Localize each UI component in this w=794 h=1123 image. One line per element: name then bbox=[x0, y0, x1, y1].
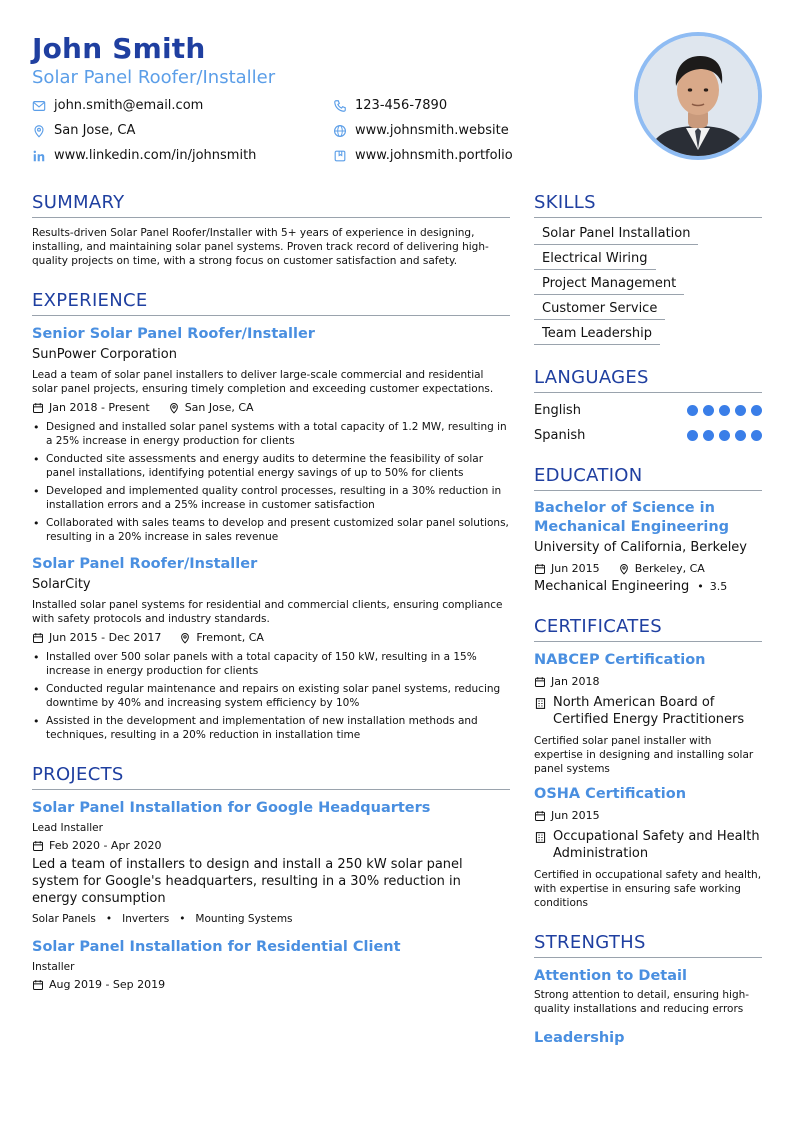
resume-header bbox=[32, 32, 762, 172]
project-title: Solar Panel Installation for Google Headquarters bbox=[32, 800, 431, 816]
project-role: Installer bbox=[32, 961, 75, 973]
project-meta bbox=[32, 838, 510, 854]
skills-section bbox=[534, 192, 762, 345]
calendar-icon bbox=[32, 840, 44, 852]
certificate-issuer-row bbox=[534, 828, 762, 862]
certificate-description: Certified in occupational safety and health, with expertise in ensuring safe working conditions bbox=[534, 869, 762, 909]
project-description: Led a team of installers to design and install a 250 kW solar panel system for Google's headquarters, resulting in a 30% reduction in energy consumption bbox=[32, 857, 463, 906]
job-dates: Jan 2018 - Present bbox=[49, 401, 150, 414]
phone-text: 123-456-7890 bbox=[355, 98, 448, 113]
job-meta bbox=[32, 400, 510, 416]
certificate-issuer: Occupational Safety and Health Administration bbox=[553, 829, 760, 861]
phone-icon bbox=[333, 99, 347, 113]
contact-linkedin[interactable] bbox=[32, 148, 256, 163]
left-column bbox=[32, 192, 510, 993]
certificate-issuer-row bbox=[534, 694, 762, 728]
projects-section bbox=[32, 764, 510, 993]
project-tag: Mounting Systems bbox=[195, 913, 293, 925]
list-item: • Collaborated with sales teams to develop and present customized solar panel solutions, resulting in a 20% increase in sales revenue bbox=[32, 516, 510, 544]
job-title: Solar Panel Roofer/Installer bbox=[32, 556, 258, 572]
email-icon bbox=[32, 99, 46, 113]
certificate-title: OSHA Certification bbox=[534, 786, 687, 802]
right-column bbox=[534, 192, 762, 1048]
project-meta bbox=[32, 977, 510, 993]
portfolio-text: www.johnsmith.portfolio bbox=[355, 148, 513, 163]
certificate-entry bbox=[534, 650, 762, 776]
education-field: Mechanical Engineering bbox=[534, 579, 690, 594]
project-dates: Feb 2020 - Apr 2020 bbox=[49, 839, 162, 852]
building-icon bbox=[534, 697, 547, 710]
project-tags bbox=[32, 913, 510, 925]
calendar-icon bbox=[32, 402, 44, 414]
globe-icon bbox=[333, 124, 347, 138]
education-date: Jun 2015 bbox=[551, 562, 600, 575]
skill-tag: Project Management bbox=[534, 273, 684, 295]
certificate-date: Jun 2015 bbox=[551, 809, 600, 822]
education-degree: Bachelor of Science in Mechanical Engineering bbox=[534, 500, 730, 535]
certificate-title: NABCEP Certification bbox=[534, 652, 706, 668]
job-location: Fremont, CA bbox=[196, 631, 264, 644]
list-item: • Designed and installed solar panel systems with a total capacity of 1.2 MW, resulting in a 25% increase in energy production for clients bbox=[32, 420, 510, 448]
linkedin-icon bbox=[32, 149, 46, 163]
project-tag: Solar Panels bbox=[32, 913, 96, 925]
contact-phone[interactable] bbox=[333, 98, 447, 113]
certificate-issuer: North American Board of Certified Energy Practitioners bbox=[553, 695, 745, 727]
list-item: • Conducted regular maintenance and repairs on existing solar panel systems, reducing downtime by 40% and increasing system efficiency by 10% bbox=[32, 682, 510, 710]
avatar bbox=[634, 32, 762, 160]
job-title: Senior Solar Panel Roofer/Installer bbox=[32, 326, 315, 342]
certificate-date: Jan 2018 bbox=[551, 675, 600, 688]
projects-heading: PROJECTS bbox=[32, 764, 510, 790]
education-field-row bbox=[534, 579, 762, 594]
project-entry bbox=[32, 798, 510, 925]
languages-heading: LANGUAGES bbox=[534, 367, 762, 393]
calendar-icon bbox=[32, 979, 44, 991]
project-role: Lead Installer bbox=[32, 822, 103, 834]
experience-heading: EXPERIENCE bbox=[32, 290, 510, 316]
candidate-title: Solar Panel Roofer/Installer bbox=[32, 67, 276, 88]
summary-section bbox=[32, 192, 510, 268]
job-description: Installed solar panel systems for residential and commercial clients, ensuring compliance with safety protocols and industry standards. bbox=[32, 599, 503, 625]
language-row bbox=[534, 426, 762, 445]
calendar-icon bbox=[534, 676, 546, 688]
skill-tag: Customer Service bbox=[534, 298, 665, 320]
education-location: Berkeley, CA bbox=[634, 562, 705, 575]
gpa-separator: • bbox=[697, 580, 704, 593]
location-text: San Jose, CA bbox=[54, 123, 136, 138]
language-level-dots bbox=[682, 405, 762, 416]
job-bullets bbox=[32, 650, 510, 742]
language-row bbox=[534, 401, 762, 420]
website-text: www.johnsmith.website bbox=[355, 123, 509, 138]
job-location: San Jose, CA bbox=[184, 401, 254, 414]
tag-separator: • bbox=[105, 913, 113, 925]
list-item: • Installed over 500 solar panels with a total capacity of 150 kW, resulting in a 15% increase in energy production for clients bbox=[32, 650, 510, 678]
strengths-heading: STRENGTHS bbox=[534, 932, 762, 958]
skills-heading: SKILLS bbox=[534, 192, 762, 218]
calendar-icon bbox=[534, 810, 546, 822]
certificate-meta bbox=[534, 674, 762, 690]
building-icon bbox=[534, 831, 547, 844]
list-item: • Conducted site assessments and energy audits to determine the feasibility of solar panel installations, identifying potential energy savings of up to 50% for clients bbox=[32, 452, 510, 480]
linkedin-text: www.linkedin.com/in/johnsmith bbox=[54, 148, 257, 163]
project-entry bbox=[32, 937, 510, 993]
location-pin-icon bbox=[168, 402, 180, 414]
strength-description: Strong attention to detail, ensuring high-quality installations and reducing errors bbox=[534, 989, 750, 1015]
skill-tag: Team Leadership bbox=[534, 323, 660, 345]
language-name: Spanish bbox=[534, 428, 586, 443]
strength-title: Attention to Detail bbox=[534, 968, 687, 984]
education-meta bbox=[534, 561, 762, 577]
candidate-name: John Smith bbox=[32, 32, 206, 65]
calendar-icon bbox=[534, 563, 546, 575]
skill-tag: Electrical Wiring bbox=[534, 248, 656, 270]
job-dates: Jun 2015 - Dec 2017 bbox=[49, 631, 162, 644]
location-pin-icon bbox=[618, 563, 630, 575]
project-tag: Inverters bbox=[122, 913, 170, 925]
certificates-heading: CERTIFICATES bbox=[534, 616, 762, 642]
education-section bbox=[534, 465, 762, 594]
job-company: SolarCity bbox=[32, 577, 91, 592]
project-dates: Aug 2019 - Sep 2019 bbox=[49, 978, 166, 991]
strength-title: Leadership bbox=[534, 1030, 625, 1046]
skill-tag: Solar Panel Installation bbox=[534, 223, 698, 245]
language-name: English bbox=[534, 403, 581, 418]
contact-website[interactable] bbox=[333, 123, 509, 138]
job-bullets bbox=[32, 420, 510, 544]
job-company: SunPower Corporation bbox=[32, 347, 177, 362]
summary-heading: SUMMARY bbox=[32, 192, 510, 218]
certificate-meta bbox=[534, 808, 762, 824]
list-item: • Assisted in the development and implementation of new installation methods and techniques, resulting in a 20% reduction in installation time bbox=[32, 714, 510, 742]
job-description: Lead a team of solar panel installers to deliver large-scale commercial and residential solar panel projects, ensuring timely completion and exceeding customer expectations. bbox=[32, 369, 494, 395]
certificate-description: Certified solar panel installer with expertise in designing and installing solar panel systems bbox=[534, 735, 754, 775]
certificate-entry bbox=[534, 784, 762, 910]
certificates-section bbox=[534, 616, 762, 910]
profile-photo bbox=[638, 36, 758, 156]
education-gpa: 3.5 bbox=[709, 580, 728, 593]
job-entry bbox=[32, 324, 510, 544]
strengths-section bbox=[534, 932, 762, 1048]
skills-list bbox=[534, 222, 762, 345]
job-entry bbox=[32, 554, 510, 742]
location-pin-icon bbox=[32, 124, 46, 138]
location-pin-icon bbox=[179, 632, 191, 644]
contact-email[interactable] bbox=[32, 98, 203, 113]
contact-location bbox=[32, 123, 135, 138]
summary-text: Results-driven Solar Panel Roofer/Installer with 5+ years of experience in designing, installing, and maintaining solar panel systems. Proven track record of delivering high-quality projects on time, with a strong focus on customer satisfaction and safety. bbox=[32, 227, 489, 267]
list-item: • Developed and implemented quality control processes, resulting in a 30% reduction in installation errors and a 25% increase in customer satisfaction bbox=[32, 484, 510, 512]
project-title: Solar Panel Installation for Residential Client bbox=[32, 939, 401, 955]
calendar-icon bbox=[32, 632, 44, 644]
education-school: University of California, Berkeley bbox=[534, 540, 747, 555]
education-heading: EDUCATION bbox=[534, 465, 762, 491]
contact-portfolio[interactable] bbox=[333, 148, 513, 163]
language-level-dots bbox=[682, 430, 762, 441]
experience-section bbox=[32, 290, 510, 742]
email-text: john.smith@email.com bbox=[54, 98, 204, 113]
job-meta bbox=[32, 630, 510, 646]
portfolio-icon bbox=[333, 149, 347, 163]
tag-separator: • bbox=[179, 913, 186, 925]
languages-section bbox=[534, 367, 762, 445]
